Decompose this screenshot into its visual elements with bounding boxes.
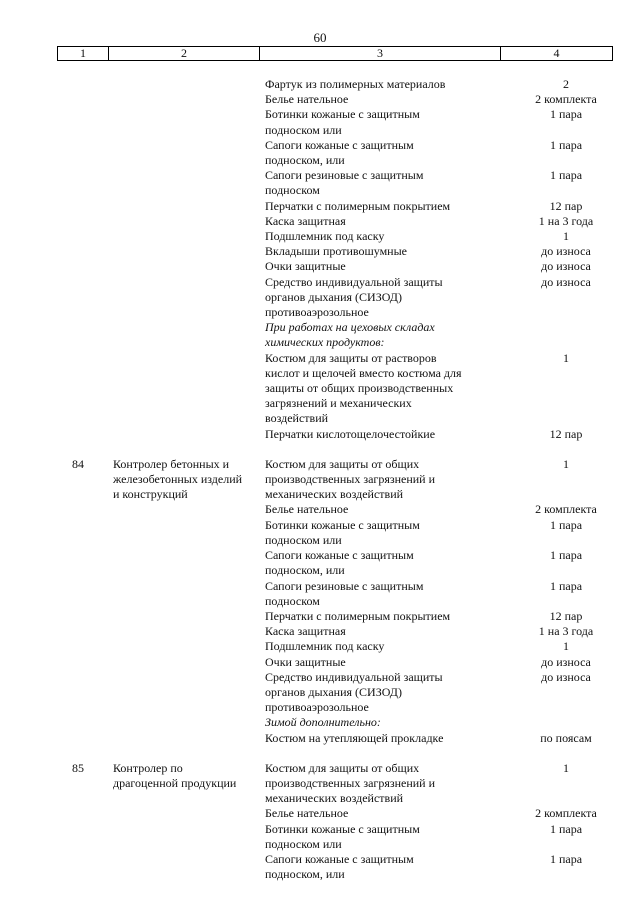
item-quantity: 1 (563, 229, 569, 244)
table-row (0, 548, 640, 563)
item-quantity (516, 776, 616, 791)
table-row (0, 138, 640, 153)
table-row (0, 502, 640, 517)
occupation-line: железобетонных изделий (113, 472, 243, 487)
table-row (0, 609, 640, 624)
table-row (0, 92, 640, 107)
item-quantity (516, 396, 616, 411)
item-name: Ботинки кожаные с защитным (265, 107, 420, 122)
item-quantity: до износа (541, 259, 591, 274)
item-name: подноском или (265, 836, 342, 851)
item-quantity: 1 пара (549, 821, 583, 836)
item-quantity (516, 305, 616, 320)
item-quantity: 12 пар (549, 608, 583, 623)
table-row (0, 396, 640, 411)
occupation-line: и конструкций (113, 487, 188, 502)
item-name: Подшлемник под каску (265, 229, 385, 244)
item-name: кислот и щелочей вместо костюма для (265, 365, 462, 380)
item-quantity: 1 на 3 года (538, 624, 594, 639)
item-quantity (516, 381, 616, 396)
occupation-line: драгоценной продукции (113, 775, 237, 790)
item-name: Белье нательное (265, 502, 349, 517)
item-name: органов дыхания (СИЗОД) (265, 289, 402, 304)
item-name: Сапоги кожаные с защитным (265, 851, 414, 866)
item-name: загрязнений и механических (265, 396, 412, 411)
item-quantity (516, 472, 616, 487)
item-quantity: до износа (541, 244, 591, 259)
occupation-name (113, 457, 255, 503)
table-row (0, 199, 640, 214)
item-name: производственных загрязнений и (265, 775, 436, 790)
item-name: Сапоги резиновые с защитным (265, 168, 424, 183)
section-note: При работах на цеховых складах (265, 320, 435, 335)
occupation-line: Контролер по (113, 760, 183, 775)
table-row (0, 715, 640, 730)
item-name: Каска защитная (265, 213, 346, 228)
item-quantity (516, 320, 616, 335)
item-quantity (516, 685, 616, 700)
item-name: Очки защитные (265, 259, 346, 274)
table-row (0, 806, 640, 821)
item-name: подноском или (265, 122, 342, 137)
item-quantity: 1 пара (549, 851, 583, 866)
item-name: Подшлемник под каску (265, 639, 385, 654)
table-row (0, 351, 640, 366)
item-quantity (516, 411, 616, 426)
item-name: Белье нательное (265, 806, 349, 821)
item-name: Вкладыши противошумные (265, 244, 407, 259)
item-quantity: 2 (563, 77, 569, 91)
table-row (0, 563, 640, 578)
table-row (0, 533, 640, 548)
item-name: Средство индивидуальной защиты (265, 669, 443, 684)
item-name: противоаэрозольное (265, 700, 369, 715)
item-quantity: до износа (541, 669, 591, 684)
table-row (0, 822, 640, 837)
section-note: химических продуктов: (265, 335, 385, 350)
row-number: 85 (72, 760, 84, 775)
item-name: Очки защитные (265, 654, 346, 669)
item-name: Перчатки кислотощелочестойкие (265, 426, 436, 441)
item-name: воздействий (265, 411, 329, 426)
table-row (0, 77, 640, 92)
item-name: Сапоги кожаные с защитным (265, 548, 414, 563)
table-row (0, 335, 640, 350)
table-row (0, 107, 640, 122)
table-row (0, 183, 640, 198)
item-name: Костюм на утепляющей прокладке (265, 730, 444, 745)
table-row (0, 305, 640, 320)
table-row (0, 731, 640, 746)
page-number: 60 (313, 30, 327, 45)
item-name: Перчатки с полимерным покрытием (265, 608, 451, 623)
item-quantity (516, 594, 616, 609)
item-name: Фартук из полимерных материалов (265, 77, 446, 91)
item-quantity: 1 пара (549, 168, 583, 183)
table-row (0, 487, 640, 502)
item-quantity (516, 335, 616, 350)
item-quantity: 12 пар (549, 198, 583, 213)
item-name: противоаэрозольное (265, 305, 369, 320)
section-note: Зимой дополнительно: (265, 715, 381, 730)
table-row (0, 275, 640, 290)
item-name: Средство индивидуальной защиты (265, 274, 443, 289)
occupation-name (113, 761, 255, 791)
item-name: механических воздействий (265, 487, 404, 502)
item-name: подноском, или (265, 153, 345, 168)
table-row (0, 290, 640, 305)
item-quantity: по поясам (540, 730, 592, 745)
item-name: Белье нательное (265, 92, 349, 107)
occupation-line: Контролер бетонных и (113, 456, 230, 471)
item-quantity: 2 комплекта (535, 502, 597, 517)
table-group (0, 457, 640, 746)
table-row (0, 472, 640, 487)
item-quantity (516, 183, 616, 198)
table-row (0, 411, 640, 426)
table-row (0, 320, 640, 335)
table-row (0, 852, 640, 867)
item-quantity (516, 290, 616, 305)
table-row (0, 244, 640, 259)
item-quantity: 1 пара (549, 578, 583, 593)
table-row (0, 153, 640, 168)
item-name: органов дыхания (СИЗОД) (265, 684, 402, 699)
item-quantity (516, 837, 616, 852)
table-row (0, 259, 640, 274)
item-quantity: 1 пара (549, 517, 583, 532)
item-name: Ботинки кожаные с защитным (265, 821, 420, 836)
row-number: 84 (72, 456, 84, 471)
table-header-row (57, 46, 613, 61)
table-row (0, 518, 640, 533)
item-quantity: до износа (541, 654, 591, 669)
column-header-2: 2 (109, 47, 260, 60)
item-quantity: 1 на 3 года (538, 213, 594, 228)
table-group (0, 77, 640, 442)
table-row (0, 381, 640, 396)
table-row (0, 229, 640, 244)
table-row (0, 366, 640, 381)
table-group (0, 761, 640, 883)
table-row (0, 655, 640, 670)
item-quantity: 2 комплекта (535, 92, 597, 107)
item-quantity: 1 пара (549, 548, 583, 563)
item-quantity (516, 487, 616, 502)
item-name: Сапоги резиновые с защитным (265, 578, 424, 593)
item-name: защиты от общих производственных (265, 381, 454, 396)
table-row (0, 579, 640, 594)
item-name: Сапоги кожаные с защитным (265, 137, 414, 152)
item-quantity (516, 533, 616, 548)
table-row (0, 700, 640, 715)
table-row (0, 427, 640, 442)
table-body (0, 77, 640, 882)
column-header-3: 3 (260, 47, 501, 60)
table-row (0, 837, 640, 852)
item-quantity (516, 791, 616, 806)
item-name: Костюм для защиты от общих (265, 456, 420, 471)
item-quantity (516, 867, 616, 882)
item-quantity: 1 (563, 639, 569, 654)
table-row (0, 123, 640, 138)
table-row (0, 624, 640, 639)
table-row (0, 685, 640, 700)
item-name: Ботинки кожаные с защитным (265, 517, 420, 532)
item-quantity: 1 пара (549, 137, 583, 152)
item-name: производственных загрязнений и (265, 472, 436, 487)
item-name: Костюм для защиты от общих (265, 760, 420, 775)
table-row (0, 214, 640, 229)
table-row (0, 594, 640, 609)
item-quantity (516, 153, 616, 168)
table-row (0, 867, 640, 882)
item-quantity: 1 (563, 456, 569, 471)
table-row (0, 776, 640, 791)
table-row (0, 670, 640, 685)
item-quantity (516, 700, 616, 715)
item-name: подноском, или (265, 563, 345, 578)
item-name: подноском (265, 183, 320, 198)
item-name: подноском или (265, 532, 342, 547)
item-quantity (516, 123, 616, 138)
item-name: подноском (265, 593, 320, 608)
table-row (0, 639, 640, 654)
item-quantity (516, 563, 616, 578)
item-name: Каска защитная (265, 624, 346, 639)
item-name: подноском, или (265, 867, 345, 882)
item-name: Перчатки с полимерным покрытием (265, 198, 451, 213)
column-header-1: 1 (58, 47, 109, 60)
item-quantity: 12 пар (549, 426, 583, 441)
table-row (0, 791, 640, 806)
item-quantity: 2 комплекта (535, 806, 597, 821)
item-name: Костюм для защиты от растворов (265, 350, 437, 365)
item-quantity (516, 366, 616, 381)
item-quantity: 1 (563, 760, 569, 775)
item-quantity (516, 715, 616, 730)
table-row (0, 168, 640, 183)
item-quantity: 1 (563, 350, 569, 365)
column-header-4: 4 (553, 46, 560, 60)
item-name: механических воздействий (265, 791, 404, 806)
item-quantity: 1 пара (549, 107, 583, 122)
item-quantity: до износа (541, 274, 591, 289)
